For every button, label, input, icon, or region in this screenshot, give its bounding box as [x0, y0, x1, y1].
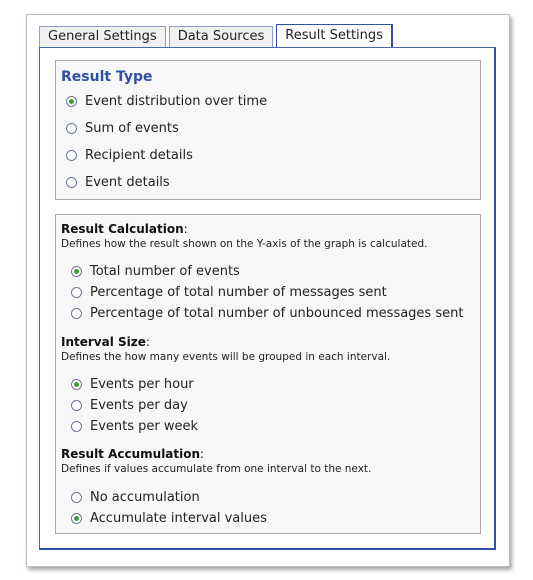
- radio-unselected-icon: [71, 400, 82, 411]
- result-accumulation-description: Defines if values accumulate from one interval to the next.: [61, 463, 372, 475]
- option-label: No accumulation: [90, 490, 200, 505]
- radio-percentage-unbounced-sent[interactable]: [71, 306, 463, 321]
- option-label: Percentage of total number of unbounced messages sent: [90, 306, 464, 321]
- radio-accumulate-interval-values[interactable]: [71, 511, 267, 526]
- option-label: Total number of events: [90, 264, 240, 279]
- radio-selected-icon: [71, 266, 82, 277]
- tab-data-sources[interactable]: Data Sources: [169, 26, 274, 47]
- tab-result-settings[interactable]: Result Settings: [276, 24, 393, 47]
- interval-size-description: Defines the how many events will be grouped in each interval.: [61, 351, 391, 363]
- settings-window: [26, 14, 510, 567]
- tab-general-settings[interactable]: General Settings: [39, 26, 166, 47]
- radio-unselected-icon: [71, 287, 82, 298]
- radio-events-per-hour[interactable]: [71, 377, 194, 392]
- option-label: Events per day: [90, 398, 188, 413]
- radio-sum-of-events[interactable]: [66, 121, 179, 136]
- radio-unselected-icon: [71, 492, 82, 503]
- result-type-title: Result Type: [61, 69, 153, 85]
- option-label: Events per week: [90, 419, 199, 434]
- option-label: Sum of events: [85, 121, 179, 136]
- result-options-group: [55, 214, 481, 534]
- option-label: Event distribution over time: [85, 94, 268, 109]
- radio-events-per-week[interactable]: [71, 419, 198, 434]
- option-label: Event details: [85, 175, 170, 190]
- tab-bar: [39, 25, 396, 47]
- option-label: Events per hour: [90, 377, 194, 392]
- radio-selected-icon: [66, 96, 77, 107]
- radio-percentage-messages-sent[interactable]: [71, 285, 387, 300]
- radio-unselected-icon: [71, 421, 82, 432]
- radio-event-distribution[interactable]: [66, 94, 267, 109]
- radio-unselected-icon: [71, 308, 82, 319]
- result-type-group: [55, 60, 481, 200]
- result-calculation-description: Defines how the result shown on the Y-axis of the graph is calculated.: [61, 238, 428, 250]
- result-settings-panel: [39, 47, 496, 550]
- result-calculation-heading: Result Calculation:: [61, 222, 188, 236]
- interval-size-heading: Interval Size:: [61, 335, 150, 349]
- radio-total-number-of-events[interactable]: [71, 264, 240, 279]
- radio-selected-icon: [71, 379, 82, 390]
- option-label: Recipient details: [85, 148, 193, 163]
- option-label: Accumulate interval values: [90, 511, 267, 526]
- radio-unselected-icon: [66, 150, 77, 161]
- radio-no-accumulation[interactable]: [71, 490, 200, 505]
- radio-unselected-icon: [66, 177, 77, 188]
- option-label: Percentage of total number of messages sent: [90, 285, 387, 300]
- radio-recipient-details[interactable]: [66, 148, 193, 163]
- radio-event-details[interactable]: [66, 175, 170, 190]
- radio-events-per-day[interactable]: [71, 398, 188, 413]
- result-accumulation-heading: Result Accumulation:: [61, 447, 205, 461]
- radio-unselected-icon: [66, 123, 77, 134]
- radio-selected-icon: [71, 513, 82, 524]
